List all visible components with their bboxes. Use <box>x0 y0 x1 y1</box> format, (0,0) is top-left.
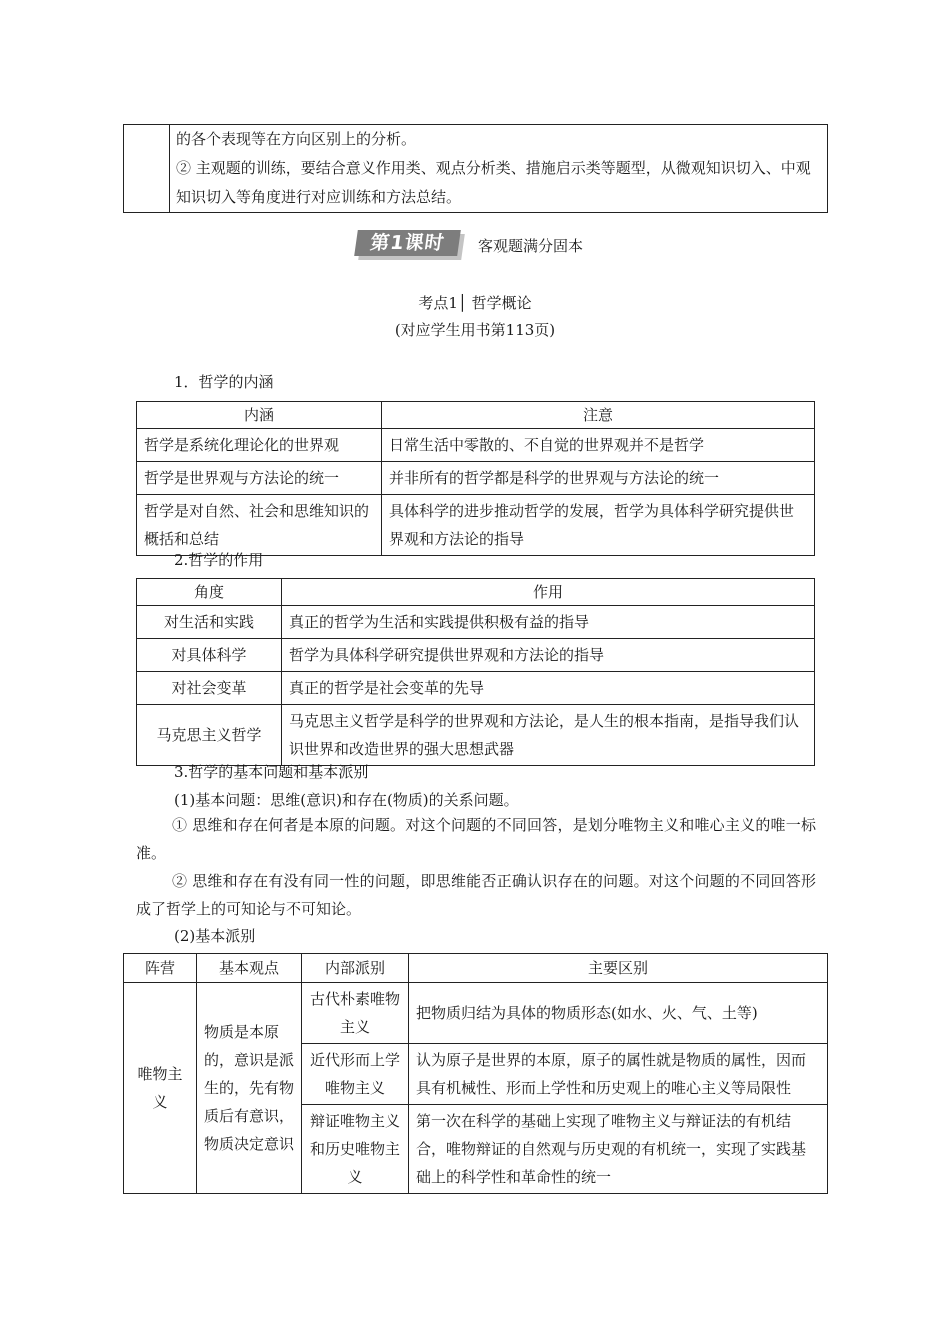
top-box-empty-cell <box>124 125 170 213</box>
table-cell: 对生活和实践 <box>137 606 282 639</box>
header-cell: 主要区别 <box>409 954 828 983</box>
table-cell: 并非所有的哲学都是科学的世界观与方法论的统一 <box>382 462 815 495</box>
table-row <box>137 639 815 672</box>
table-header-row <box>124 954 828 983</box>
school-cell: 近代形而上学唯物主义 <box>302 1044 409 1105</box>
philosophy-role-table <box>136 578 815 766</box>
table-cell: 真正的哲学是社会变革的先导 <box>282 672 815 705</box>
point-two: ② 思维和存在有没有同一性的问题，即思维能否正确认识存在的问题。对这个问题的不同回答形成了哲学上的可知论与不可知论。 <box>136 872 816 918</box>
header-cell: 阵营 <box>124 954 197 983</box>
lesson-badge <box>356 230 461 258</box>
table-cell: 哲学是系统化理论化的世界观 <box>137 429 382 462</box>
header-cell: 作用 <box>282 579 815 606</box>
basic-question: (1)基本问题：思维(意识)和存在(物质)的关系问题。 <box>174 791 519 809</box>
table-cell: 对社会变革 <box>137 672 282 705</box>
header-cell: 注意 <box>382 402 815 429</box>
table-header-row <box>137 579 815 606</box>
table-cell: 马克思主义哲学是科学的世界观和方法论，是人生的根本指南，是指导我们认识世界和改造世界的强大思想武器 <box>282 705 815 766</box>
table-row <box>124 983 828 1044</box>
header-cell: 角度 <box>137 579 282 606</box>
school-cell: 辩证唯物主义和历史唯物主义 <box>302 1105 409 1194</box>
view-cell: 物质是本原的，意识是派生的，先有物质后有意识，物质决定意识 <box>197 983 302 1194</box>
part2-heading: 2.哲学的作用 <box>174 551 264 569</box>
part1-heading: 1．哲学的内涵 <box>174 373 274 391</box>
table-cell: 马克思主义哲学 <box>137 705 282 766</box>
table-cell: 哲学是对自然、社会和思维知识的概括和总结 <box>137 495 382 556</box>
table-cell: 对具体科学 <box>137 639 282 672</box>
philosophy-schools-table <box>123 953 828 1194</box>
table-cell: 哲学为具体科学研究提供世界观和方法论的指导 <box>282 639 815 672</box>
part3-heading: 3.哲学的基本问题和基本派别 <box>174 763 369 781</box>
top-box-line2: ② 主观题的训练，要结合意义作用类、观点分析类、措施启示类等题型，从微观知识切入、中观知识切入等角度进行对应训练和方法总结。 <box>176 159 811 206</box>
philosophy-meaning-table <box>136 401 815 556</box>
difference-cell: 认为原子是世界的本原，原子的属性就是物质的属性，因而具有机械性、形而上学性和历史观上的唯心主义等局限性 <box>409 1044 828 1105</box>
top-box-content <box>170 125 828 213</box>
school-cell: 古代朴素唯物主义 <box>302 983 409 1044</box>
table-cell: 具体科学的进步推动哲学的发展，哲学为具体科学研究提供世界观和方法论的指导 <box>382 495 815 556</box>
lesson-title: 客观题满分固本 <box>478 237 584 255</box>
point-one: ① 思维和存在何者是本原的问题。对这个问题的不同回答，是划分唯物主义和唯心主义的唯一标准。 <box>136 816 816 862</box>
header-cell: 基本观点 <box>197 954 302 983</box>
table-row <box>137 672 815 705</box>
table-row <box>137 429 815 462</box>
section-reference: (对应学生用书第113页) <box>394 321 556 339</box>
table-cell: 哲学是世界观与方法论的统一 <box>137 462 382 495</box>
section-heading: 考点1│ 哲学概论 <box>418 294 532 312</box>
difference-cell: 第一次在科学的基础上实现了唯物主义与辩证法的有机结合，唯物辩证的自然观与历史观的有机统一，实现了实践基础上的科学性和革命性的统一 <box>409 1105 828 1194</box>
table-cell: 日常生活中零散的、不自觉的世界观并不是哲学 <box>382 429 815 462</box>
table-row <box>137 606 815 639</box>
table-header-row <box>137 402 815 429</box>
table-cell: 真正的哲学为生活和实践提供积极有益的指导 <box>282 606 815 639</box>
table-row <box>137 495 815 556</box>
schools-heading: (2)基本派别 <box>174 927 256 945</box>
top-box <box>123 124 828 213</box>
lesson-badge-label: 第1课时 <box>354 230 461 256</box>
difference-cell: 把物质归结为具体的物质形态(如水、火、气、土等) <box>409 983 828 1044</box>
header-cell: 内部派别 <box>302 954 409 983</box>
camp-cell: 唯物主义 <box>124 983 197 1194</box>
header-cell: 内涵 <box>137 402 382 429</box>
table-row <box>137 705 815 766</box>
top-box-line1: 的各个表现等在方向区别上的分析。 <box>176 130 417 148</box>
table-row <box>137 462 815 495</box>
